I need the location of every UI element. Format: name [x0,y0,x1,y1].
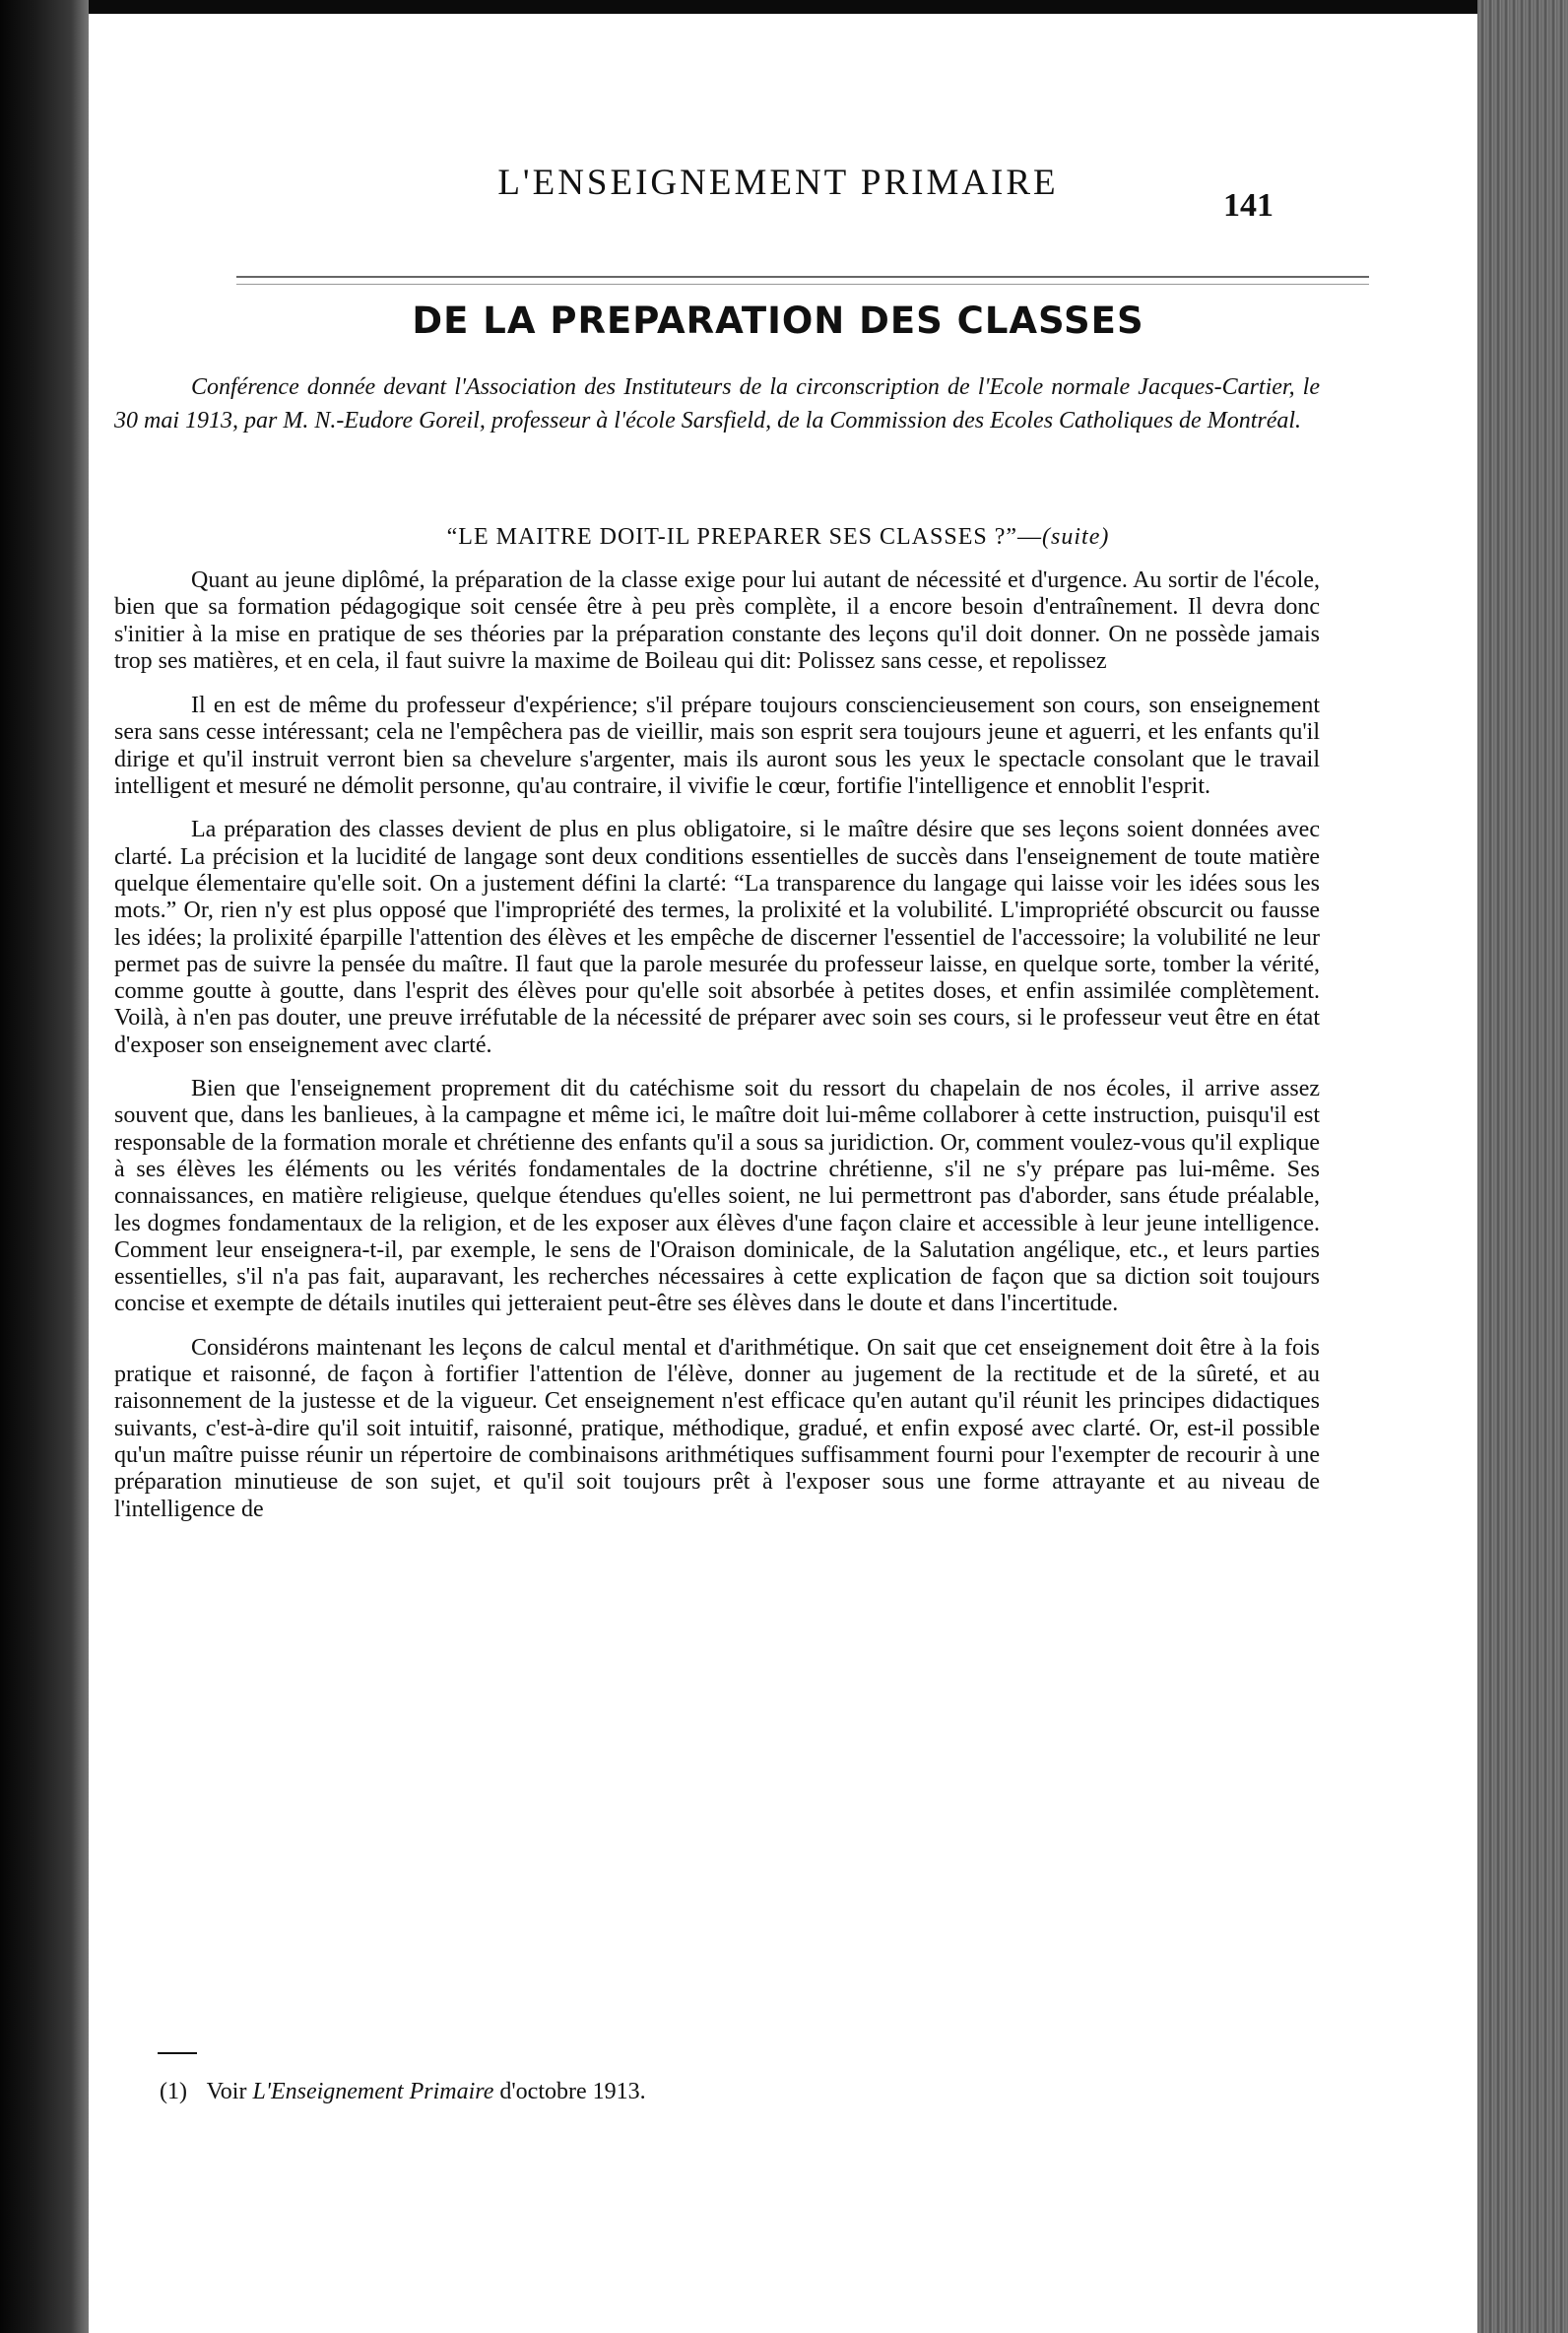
page-number: 141 [1223,187,1274,224]
article-title: DE LA PREPARATION DES CLASSES [412,300,1144,342]
header-rule-thin [236,284,1369,285]
article-intro: Conférence donnée devant l'Association des Instituteurs de la circonscription de l'Ecole normale Jacques-Cartier, le 30 mai 1913, par M. N.-Eudore Goreil, professeur à l'école Sarsfield, de la Commission des Ecoles Catholiques de Montréal. [114,374,1320,433]
footnote-before: Voir [206,2079,247,2104]
footnote-rule [158,2052,197,2054]
book-page-edges [1477,0,1568,2333]
section-subheading [286,524,1271,551]
paragraph: La préparation des classes devient de plus en plus obligatoire, si le maître désire que ses leçons soient données avec clarté. La précision et la lucidité de langage sont deux conditions essentielles de succès dans l'enseignement de toute matière quelque élementaire qu'elle soit. On a justement défini la clarté: “La transparence du langage qui laisse voir les idées sous les mots.” Or, rien n'y est plus opposé que l'impropriété des termes, la prolixité et la volubilité. L'impropriété obscurcit ou fausse les idées; la prolixité éparpille l'attention des élèves et les empêche de discerner l'essentiel de l'accessoire; la volubilité ne leur permet pas de suivre la pensée du maître. Il faut que la parole mesurée du professeur laisse, en quelque sorte, tomber la vérité, comme goutte à goutte, dans l'esprit des élèves pour qu'elle soit absorbée à petites doses, et enfin assimilée complètement. Voilà, à n'en pas douter, une preuve irréfutable de la nécessité de préparer avec soin ses cours, si le professeur veut être en état d'exposer son enseignement avec clarté. [114,817,1320,1058]
paragraph: Quant au jeune diplômé, la préparation de la classe exige pour lui autant de nécessité et d'urgence. Au sortir de l'école, bien que sa formation pédagogique soit censée être à peu près complète, il a encore besoin d'entraînement. Il devra donc s'initier à la mise en pratique de ses théories par la préparation constante des leçons qu'il doit donner. On ne possède jamais trop ses matières, et en cela, il faut suivre la maxime de Boileau qui dit: Polissez sans cesse, et repolissez [114,567,1320,674]
paragraph: Il en est de même du professeur d'expérience; s'il prépare toujours consciencieusement son cours, son enseignement sera sans cesse intéressant; cela ne l'empêchera pas de vieillir, mais son esprit sera toujours jeune et aguerri, et les enfants qu'il dirige et qu'il instruit verront bien sa chevelure s'argenter, mais ils auront sous les yeux le spectacle consolant que le travail intelligent et mesuré ne démolit personne, qu'au contraire, il vivifie le cœur, fortifie l'intelligence et ennoblit l'esprit. [114,693,1320,800]
subheading-suite: (suite) [1042,524,1110,550]
footnote-after: d'octobre 1913. [499,2079,646,2104]
paragraph: Considérons maintenant les leçons de calcul mental et d'arithmétique. On sait que cet enseignement doit être à la fois pratique et raisonné, de façon à fortifier l'attention de l'élève, donner au jugement de la rectitude et de la sûreté, et au raisonnement de la justesse et de la vigueur. Cet enseignement n'est efficace qu'en autant qu'il réunit les principes didactiques suivants, c'est-à-dire qu'il soit intuitif, raisonné, pratique, méthodique, gradué, et enfin exposé avec clarté. Or, est-il possible qu'un maître puisse réunir un répertoire de combinaisons arithmétiques suffisamment fourni pour l'exempter de recourir à une préparation minutieuse de son sujet, et qu'il soit toujours prêt à l'exposer sous une forme attrayante et au niveau de l'intelligence de [114,1334,1320,1522]
book-gutter-shadow [0,0,89,2333]
subheading-text: “LE MAITRE DOIT-IL PREPARER SES CLASSES ?”— [446,524,1043,550]
header-rule [236,276,1369,278]
paragraph: Bien que l'enseignement proprement dit du catéchisme soit du ressort du chapelain de nos écoles, il arrive assez souvent que, dans les banlieues, à la campagne et même ici, le maître doit lui-même collaborer à cette instruction, puisqu'il est responsable de la formation morale et chrétienne des enfants qu'il a sous sa juridiction. Or, comment voulez-vous qu'il explique à ses élèves les éléments ou les vérités fondamentales de la doctrine chrétienne, s'il ne s'y prépare pas lui-même. Ses connaissances, en matière religieuse, quelque étendues qu'elles soient, ne lui permettront pas d'aborder, sans étude préalable, les dogmes fondamentaux de la religion, et de les exposer aux élèves d'une façon claire et accessible à leur jeune intelligence. Comment leur enseignera-t-il, par exemple, le sens de l'Oraison dominicale, de la Salutation angélique, etc., et leurs parties essentielles, s'il n'a pas fait, auparavant, les recherches nécessaires à cette explication de façon que sa diction soit toujours concise et exempte de détails inutiles qui jetteraient peut-être ses élèves dans le doute et dans l'incertitude. [114,1076,1320,1317]
footnote [160,2079,646,2105]
article-body [114,567,1320,1540]
footnote-journal: L'Enseignement Primaire [252,2079,494,2104]
page-sheet [89,14,1477,2333]
running-head: L'ENSEIGNEMENT PRIMAIRE [497,163,1059,203]
footnote-marker: (1) [160,2079,187,2104]
